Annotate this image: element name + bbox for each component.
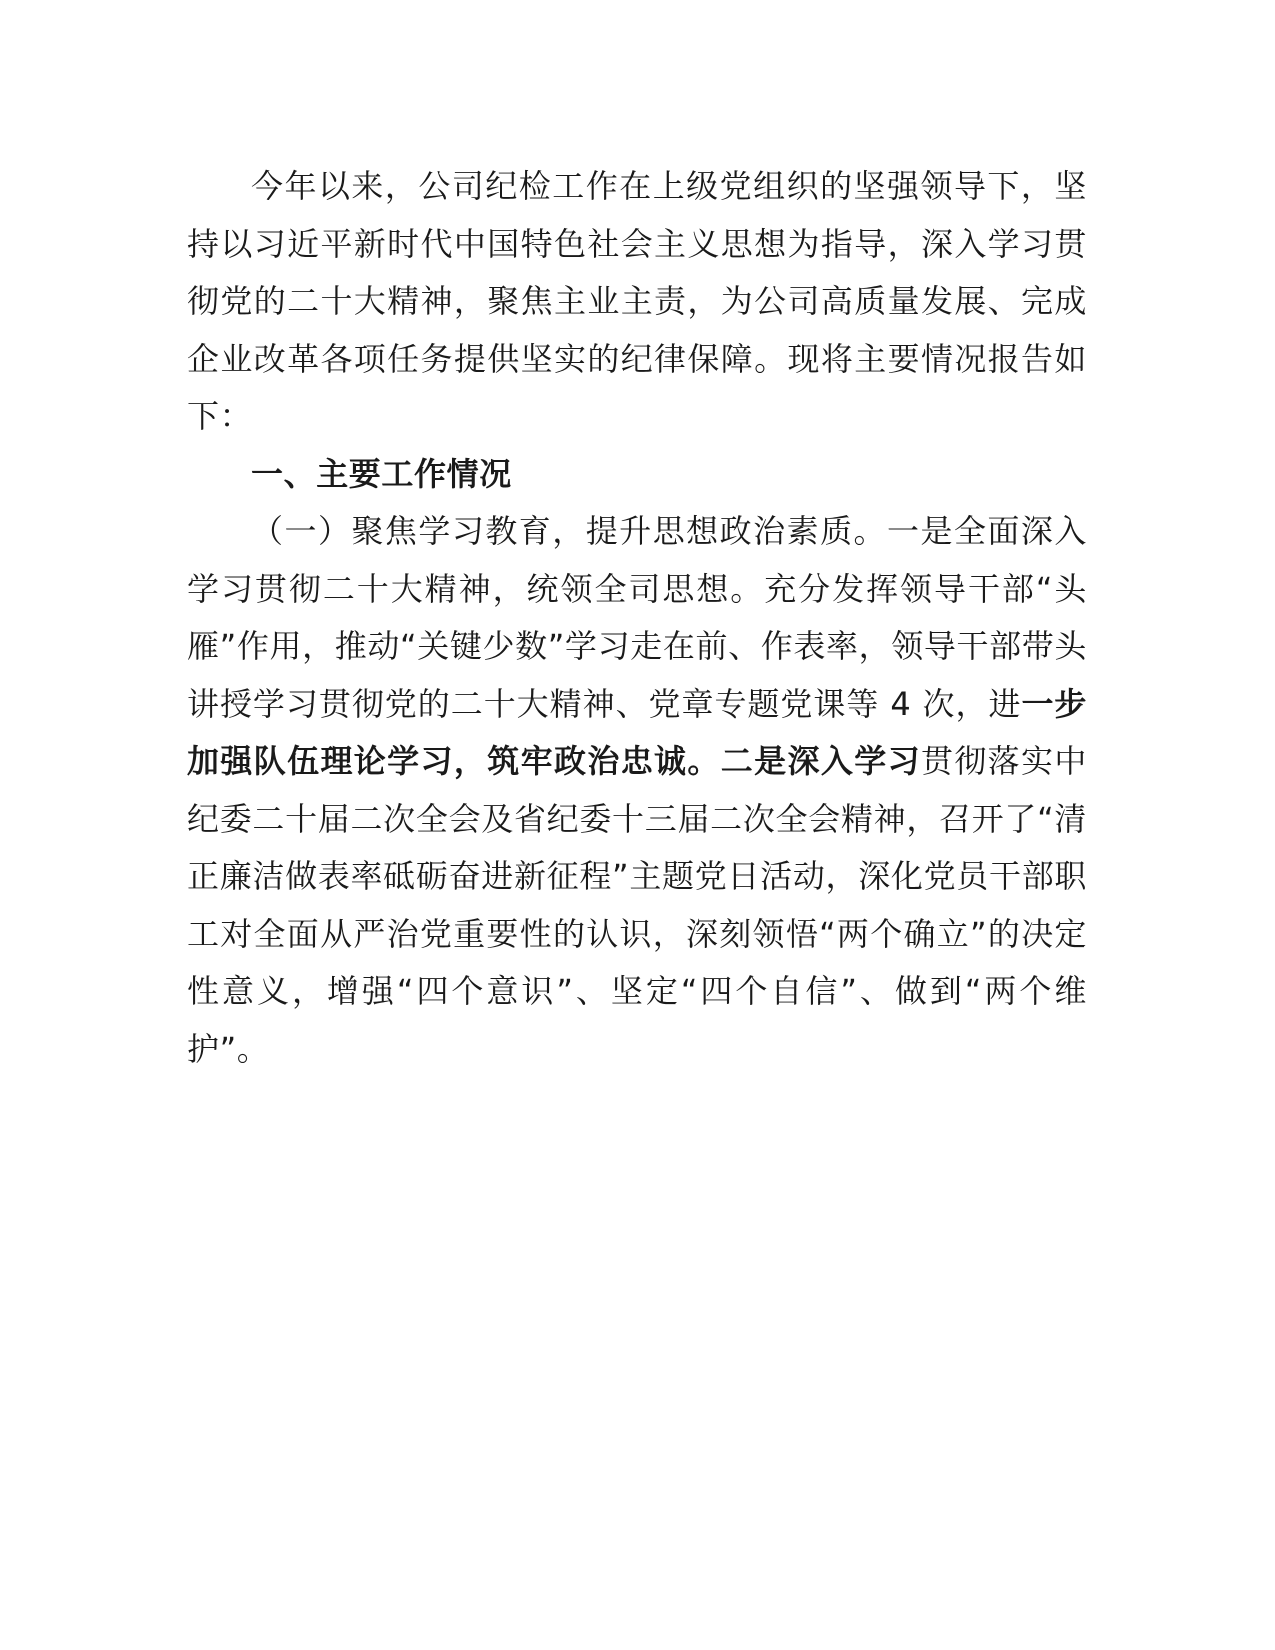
section-paragraph [187,503,1087,1078]
paragraph-bold-text: 一步加强队伍理论学习，筑牢政治忠诚。二是深入学习 [187,684,1088,780]
paragraph-text-start: （一）聚焦学习教育，提升思想政治素质。一是全面深入学习贯彻二十大精神，统领全司思想。充分发挥领导干部“头雁”作用，推动“关键少数”学习走在前、作表率，领导干部带头讲授学习贯彻党的二十大精神、党章专题党课等 4 次，进 [187,512,1087,723]
section-heading: 一、主要工作情况 [251,454,512,493]
intro-paragraph: 今年以来，公司纪检工作在上级党组织的坚强领导下，坚持以习近平新时代中国特色社会主义思想为指导，深入学习贯彻党的二十大精神，聚焦主业主责，为公司高质量发展、完成企业改革各项任务提供坚实的纪律保障。现将主要情况报告如下： [187,167,1087,435]
document-body [187,158,1087,1078]
paragraph-text-end: 贯彻落实中纪委二十届二次全会及省纪委十三届二次全会精神，召开了“清正廉洁做表率砥砺奋进新征程”主题党日活动，深化党员干部职工对全面从严治党重要性的认识，深刻领悟“两个确立”的决定性意义，增强“四个意识”、坚定“四个自信”、做到“两个维护”。 [187,742,1087,1068]
